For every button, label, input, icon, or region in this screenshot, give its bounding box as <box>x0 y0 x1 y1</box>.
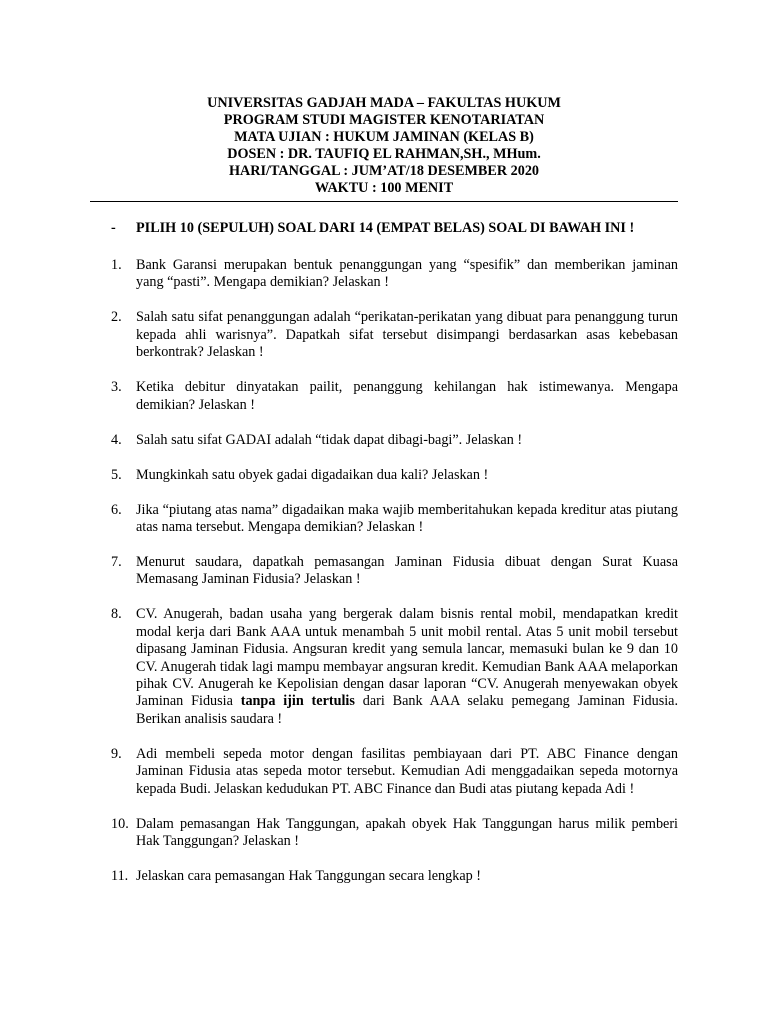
question-item <box>111 257 678 292</box>
question-number: 2. <box>111 309 122 326</box>
question-item <box>111 467 678 484</box>
question-item <box>111 309 678 361</box>
question-text: Salah satu sifat GADAI adalah “tidak dapat dibagi-bagi”. Jelaskan ! <box>136 431 523 448</box>
question-number: 6. <box>111 501 122 518</box>
question-item <box>111 868 678 885</box>
question-number: 9. <box>111 745 122 762</box>
question-item <box>111 606 678 728</box>
header-subject: MATA UJIAN : HUKUM JAMINAN (KELAS B) <box>234 129 534 145</box>
question-text-part: CV. Anugerah, badan usaha yang bergerak dalam bisnis rental mobil, mendapatkan kredit modal kerja dari Bank AAA untuk menambah 5 unit mobil rental. Atas 5 unit mobil tersebut dipasang Jaminan Fidusia. Angsuran kredit yang semula lancar, memasuki bulan ke 9 dan 10 CV. Anugerah tidak lagi mampu membayar angsuran kredit. Kemudian Bank AAA melaporkan pihak CV. Anugerah ke Kepolisian dengan dasar laporan “CV. Anugerah menyewakan obyek Jaminan Fidusia <box>136 606 678 710</box>
question-item <box>111 379 678 414</box>
emphasis-text: tanpa ijin tertulis <box>240 693 355 710</box>
header-program: PROGRAM STUDI MAGISTER KENOTARIATAN <box>223 112 545 128</box>
question-item <box>111 816 678 851</box>
question-text-part: dari Bank AAA selaku pemegang Jaminan Fidusia. Berikan analisis saudara ! <box>136 693 679 727</box>
question-item <box>111 746 678 798</box>
instruction-dash: - <box>111 220 116 236</box>
question-number: 1. <box>111 257 122 273</box>
exam-header <box>90 95 678 197</box>
question-number: 4. <box>111 431 122 448</box>
question-text: Jika “piutang atas nama” digadaikan maka wajib memberitahukan kepada kreditur atas piutang atas nama tersebut. Mengapa demikian? Jelaskan ! <box>136 501 678 536</box>
question-text: Dalam pemasangan Hak Tanggungan, apakah obyek Hak Tanggungan harus milik pemberi Hak Tanggungan? Jelaskan ! <box>136 815 678 850</box>
question-text: Jelaskan cara pemasangan Hak Tanggungan secara lengkap ! <box>136 868 482 885</box>
question-text: Menurut saudara, dapatkah pemasangan Jaminan Fidusia dibuat dengan Surat Kuasa Memasang Jaminan Fidusia? Jelaskan ! <box>136 554 678 588</box>
question-number: 3. <box>111 379 122 396</box>
question-number: 11. <box>111 868 129 885</box>
header-university: UNIVERSITAS GADJAH MADA – FAKULTAS HUKUM <box>207 95 561 111</box>
question-number: 10. <box>111 815 129 832</box>
question-text: Adi membeli sepeda motor dengan fasilitas pembiayaan dari PT. ABC Finance dengan Jaminan Fidusia atas sepeda motor tersebut. Kemudian Adi menggadaikan sepeda motornya kepada Budi. Jelaskan kedudukan PT. ABC Finance dan Budi atas piutang kepada Adi ! <box>136 745 678 797</box>
question-item <box>111 502 678 537</box>
question-text <box>136 606 678 728</box>
question-number: 5. <box>111 466 122 483</box>
question-text: Salah satu sifat penanggungan adalah “perikatan-perikatan yang dibuat para penanggung turun kepada ahli warisnya”. Dapatkah sifat tersebut disimpangi berdasarkan asas kebebasan berkontrak? Jelaskan ! <box>136 309 678 361</box>
question-item <box>111 432 678 449</box>
header-date: HARI/TANGGAL : JUM’AT/18 DESEMBER 2020 <box>228 163 540 179</box>
question-number: 7. <box>111 554 122 571</box>
question-text: Bank Garansi merupakan bentuk penanggungan yang “spesifik” dan memberikan jaminan yang “pasti”. Mengapa demikian? Jelaskan ! <box>136 257 678 291</box>
instruction-text: PILIH 10 (SEPULUH) SOAL DARI 14 (EMPAT BELAS) SOAL DI BAWAH INI ! <box>136 220 635 236</box>
header-lecturer: DOSEN : DR. TAUFIQ EL RAHMAN,SH., MHum. <box>227 146 541 162</box>
question-list <box>111 257 678 903</box>
header-duration: WAKTU : 100 MENIT <box>314 180 454 196</box>
question-number: 8. <box>111 606 122 623</box>
header-divider <box>90 201 678 202</box>
question-text: Ketika debitur dinyatakan pailit, penanggung kehilangan hak istimewanya. Mengapa demikian? Jelaskan ! <box>136 379 678 413</box>
question-text: Mungkinkah satu obyek gadai digadaikan dua kali? Jelaskan ! <box>136 466 489 483</box>
question-item <box>111 554 678 589</box>
